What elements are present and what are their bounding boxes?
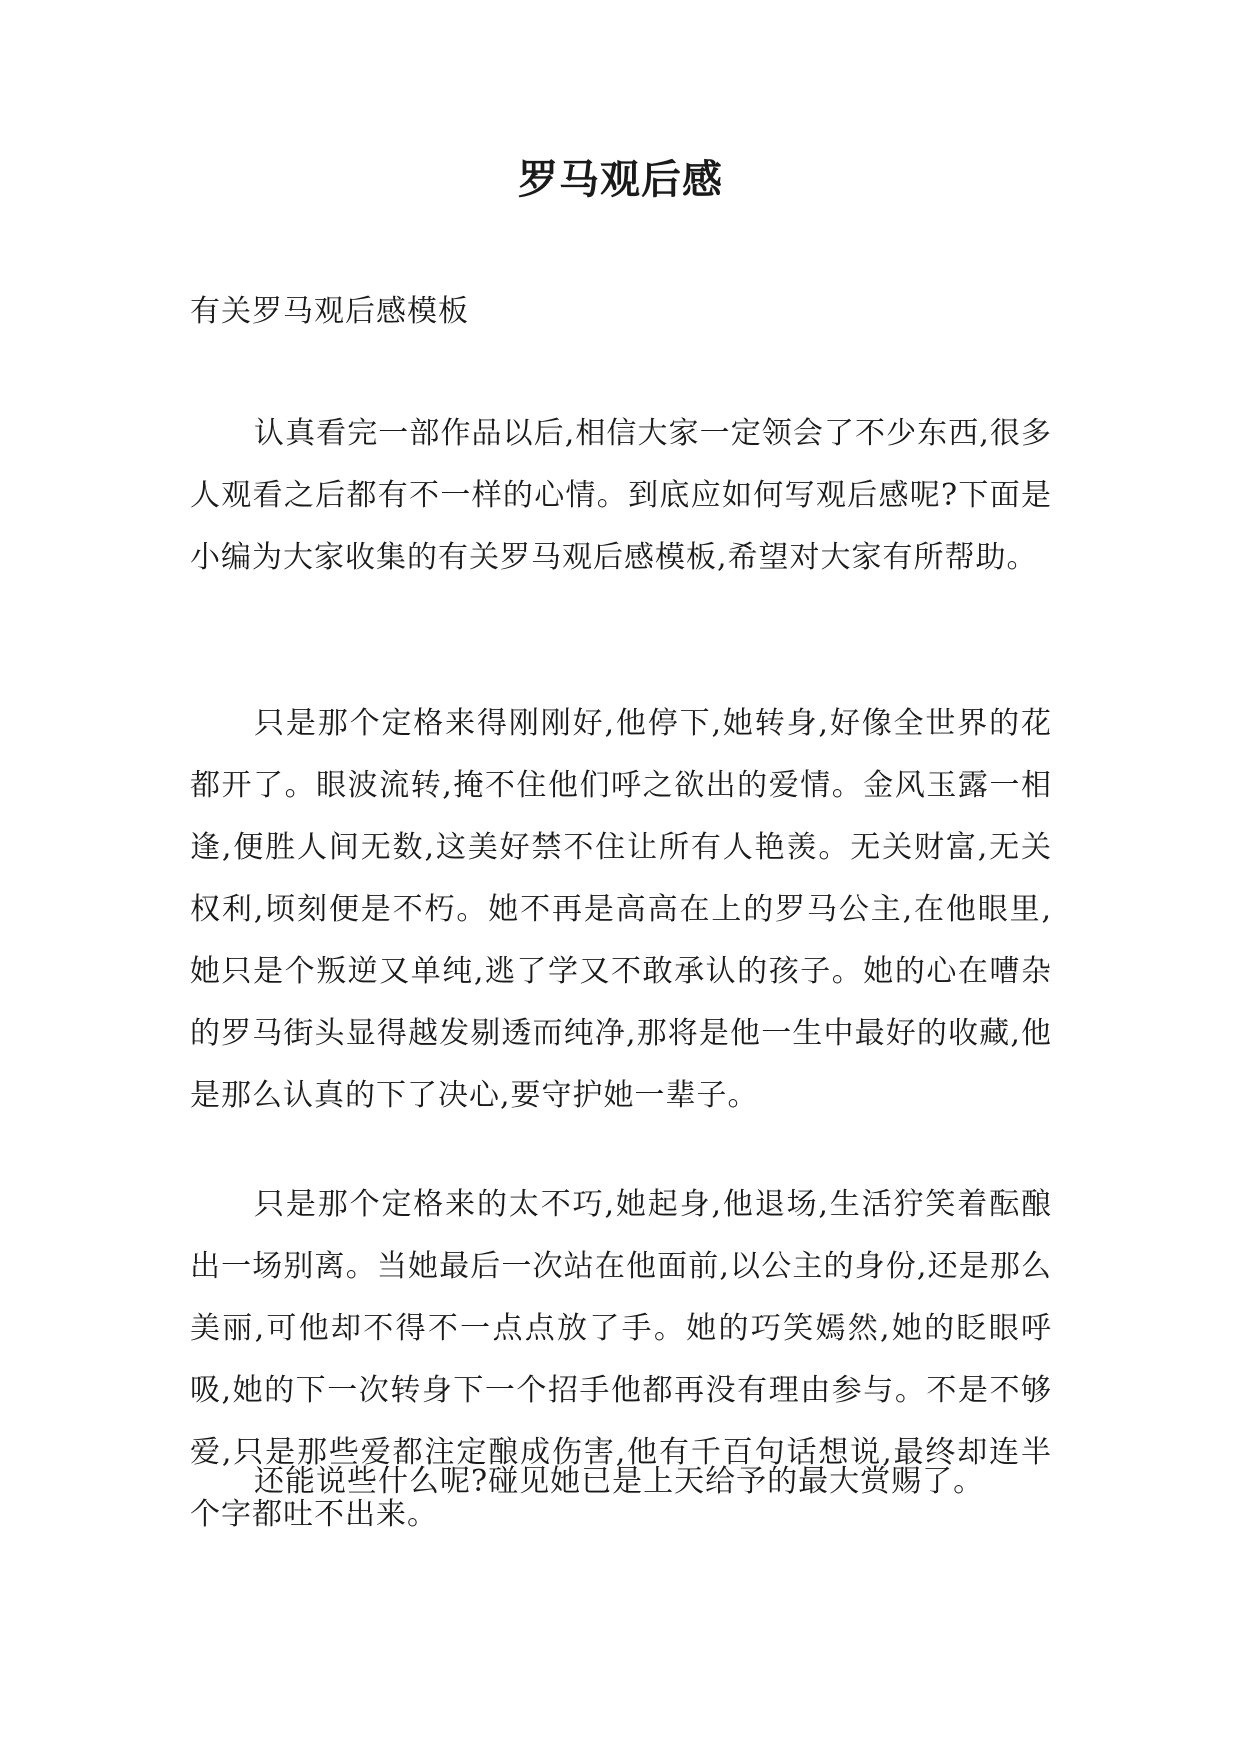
intro-paragraph: 认真看完一部作品以后,相信大家一定领会了不少东西,很多人观看之后都有不一样的心情。到底应如何写观后感呢?下面是小编为大家收集的有关罗马观后感模板,希望对大家有所帮助。 [190, 416, 1052, 575]
body-paragraph-1: 只是那个定格来得刚刚好,他停下,她转身,好像全世界的花都开了。眼波流转,掩不住他们呼之欲出的爱情。金风玉露一相逢,便胜人间无数,这美好禁不住让所有人艳羡。无关财富,无关权利,顷刻便是不朽。她不再是高高在上的罗马公主,在他眼里,她只是个叛逆又单纯,逃了学又不敢承认的孩子。她的心在嘈杂的罗马街头显得越发剔透而纯净,那将是他一生中最好的收藏,他是那么认真的下了决心,要守护她一辈子。 [190, 706, 1052, 1113]
document-subtitle: 有关罗马观后感模板 [190, 294, 469, 329]
body-paragraph-3: 还能说些什么呢?碰见她已是上天给予的最大赏赐了。 [254, 1464, 985, 1499]
document-title: 罗马观后感 [518, 157, 723, 203]
body-paragraph-2: 只是那个定格来的太不巧,她起身,他退场,生活狞笑着酝酿出一场别离。当她最后一次站在他面前,以公主的身份,还是那么美丽,可他却不得不一点点放了手。她的巧笑嫣然,她的眨眼呼吸,她的下一次转身下一个招手他都再没有理由参与。不是不够爱,只是那些爱都注定酿成伤害,他有千百句话想说,最终却连半个字都吐不出来。 [190, 1187, 1052, 1532]
